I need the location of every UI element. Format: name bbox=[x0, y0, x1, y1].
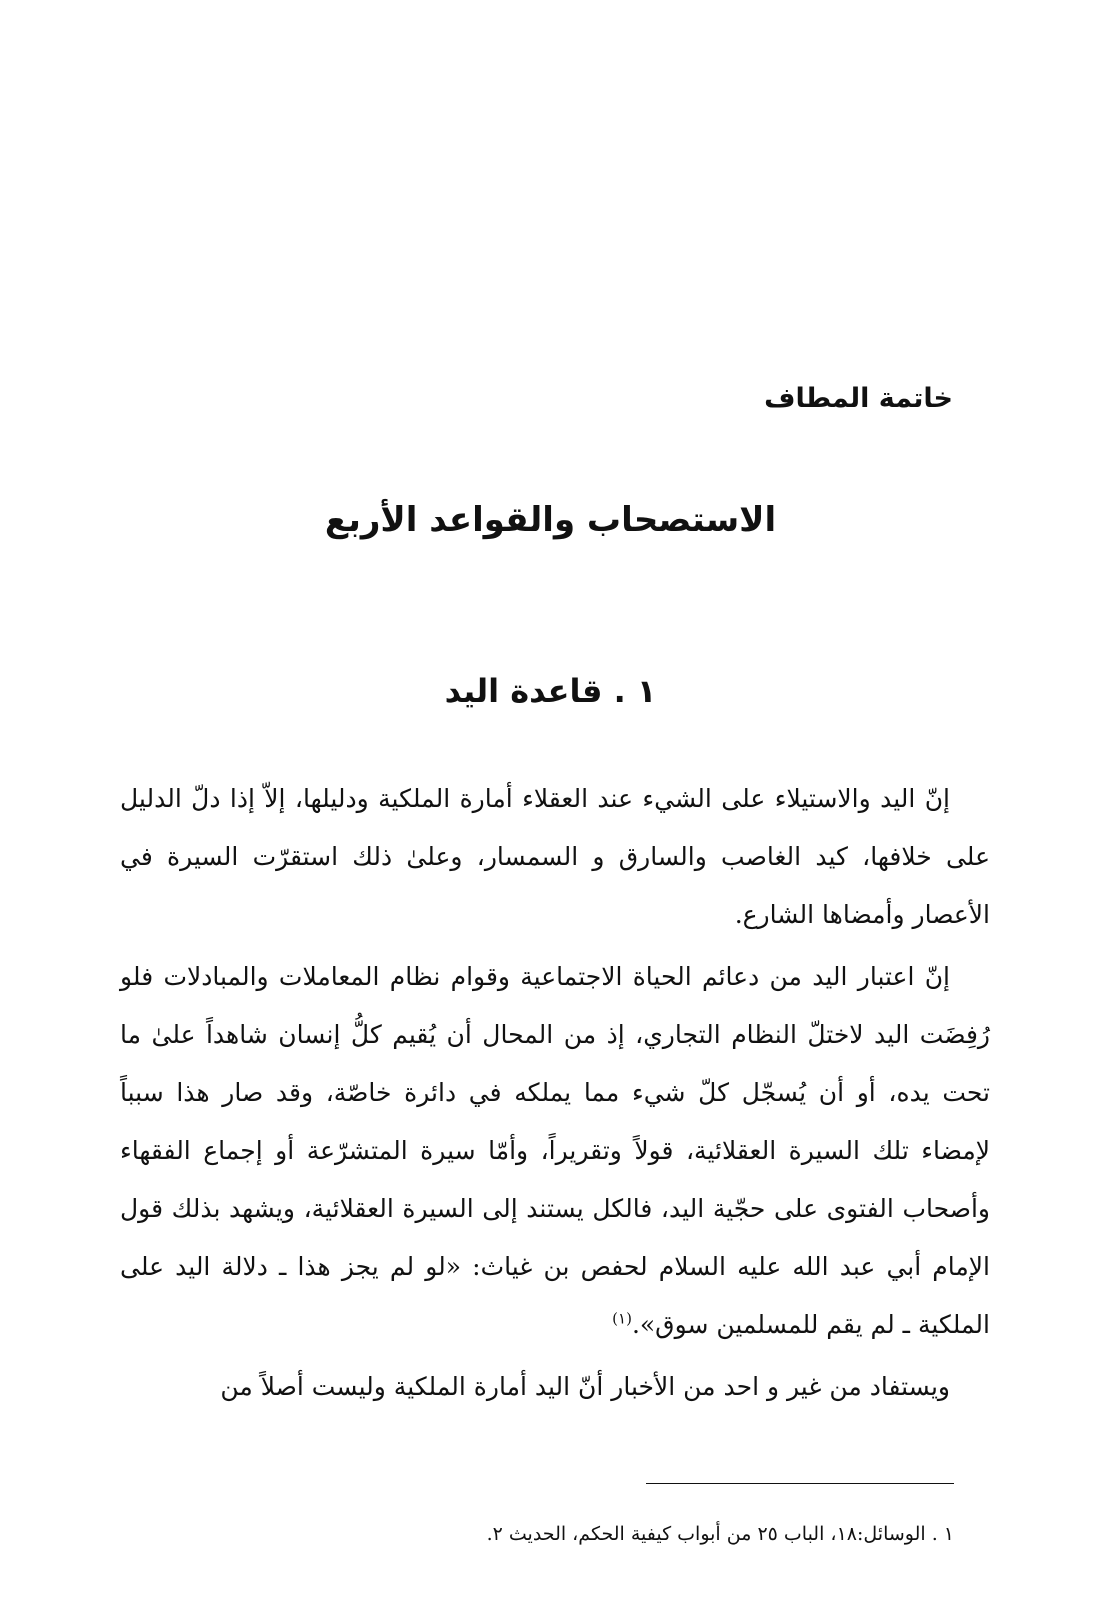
footnote-ref-1[interactable]: (١) bbox=[612, 1309, 632, 1328]
paragraph-2-text: إنّ اعتبار اليد من دعائم الحياة الاجتماعية وقوام نظام المعاملات والمبادلات فلو رُفِضَت اليد لاختلّ النظام التجاري، إذ من المحال أن يُقيم كلُّ إنسان شاهداً علىٰ ما تحت يده، أو أن يُسجّل كلّ شيء مما يملكه في دائرة خاصّة، وقد صار هذا سبباً لإمضاء تلك السيرة العقلائية، قولاً وتقريراً، وأمّا سيرة المتشرّعة أو إجماع الفقهاء وأصحاب الفتوى على حجّية اليد، فالكل يستند إلى السيرة العقلائية، ويشهد بذلك قول الإمام أبي عبد الله عليه السلام لحفص بن غياث: «لو لم يجز هذا ـ دلالة اليد على الملكية ـ لم يقم للمسلمين سوق». bbox=[120, 962, 990, 1339]
chapter-title: الاستصحاب والقواعد الأربع bbox=[324, 500, 777, 540]
paragraph-3-text: ويستفاد من غير و احد من الأخبار أنّ اليد أمارة الملكية وليست أصلاً من bbox=[220, 1372, 950, 1401]
footnote-1: ١ . الوسائل:١٨، الباب ٢٥ من أبواب كيفية الحكم، الحديث ٢. bbox=[486, 1523, 954, 1545]
running-header: خاتمة المطاف bbox=[764, 383, 953, 414]
section-title: ١ . قاعدة اليد bbox=[444, 672, 657, 710]
paragraph-1 bbox=[120, 770, 990, 944]
footnote-divider bbox=[646, 1483, 954, 1484]
paragraph-2 bbox=[120, 948, 990, 1354]
paragraph-3 bbox=[120, 1358, 990, 1416]
body-text bbox=[120, 770, 990, 1420]
paragraph-1-text: إنّ اليد والاستيلاء على الشيء عند العقلاء أمارة الملكية ودليلها، إلاّ إذا دلّ الدليل على خلافها، كيد الغاصب والسارق و السمسار، وعلىٰ ذلك استقرّت السيرة في الأعصار وأمضاها الشارع. bbox=[120, 784, 990, 929]
